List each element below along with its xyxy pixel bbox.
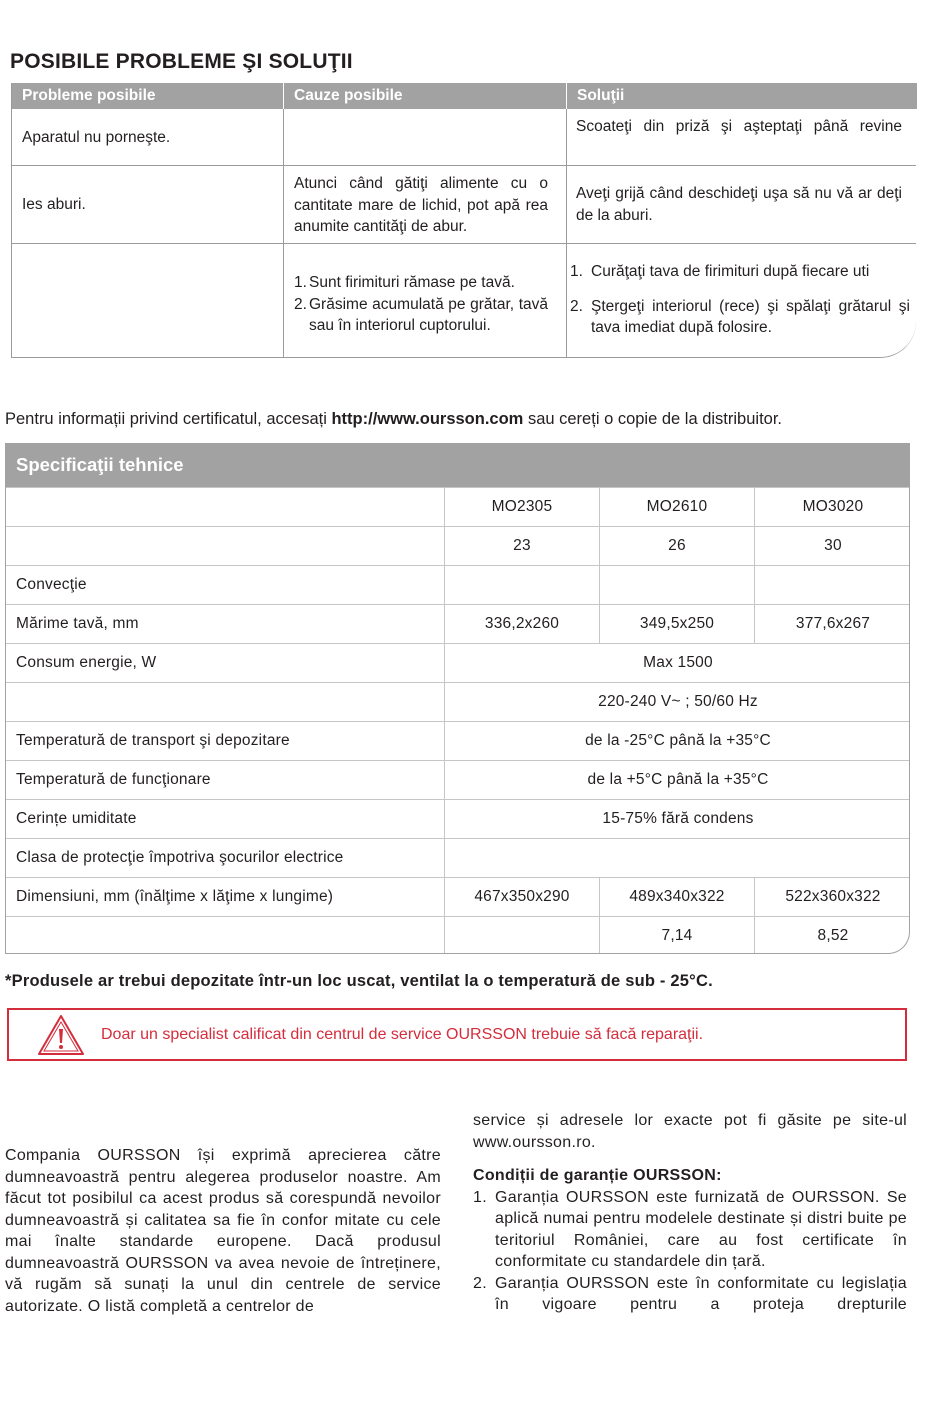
spec-value: 15-75% fără condens — [444, 800, 910, 838]
cause-cell — [294, 272, 548, 337]
spec-value — [444, 839, 910, 877]
cause-cell: Atunci când gătiţi alimente cu o cantitate mare de lichid, pot apă rea anumite cantităţi de abur. — [294, 175, 548, 235]
spec-value: MO2305 — [444, 488, 599, 526]
list-number: 2. — [473, 1274, 487, 1292]
spec-value: 23 — [444, 527, 599, 565]
condition-item — [473, 1187, 907, 1273]
spec-value: 7,14 — [599, 917, 754, 954]
spec-value: MO3020 — [754, 488, 910, 526]
warning-triangle-icon — [37, 1014, 85, 1056]
spec-label: Mărime tavă, mm — [16, 615, 139, 632]
problem-cell: Aparatul nu porneşte. — [22, 129, 171, 146]
spec-value: de la -25°C până la +35°C — [444, 722, 910, 760]
spec-value: 349,5x250 — [599, 605, 754, 643]
warning-text: Doar un specialist calificat din centrul de service OURSSON trebuie să facă reparaţii. — [101, 1026, 704, 1043]
spec-value — [444, 917, 599, 954]
spec-value: 220-240 V~ ; 50/60 Hz — [444, 683, 910, 721]
spec-row — [6, 916, 910, 954]
spec-value: 522x360x322 — [754, 878, 910, 916]
spec-label: Temperatură de funcţionare — [16, 771, 211, 788]
list-number: 2. — [294, 295, 307, 313]
spec-label: Cerințe umiditate — [16, 810, 137, 827]
spec-row — [6, 760, 910, 799]
spec-value: 336,2x260 — [444, 605, 599, 643]
spec-value: 8,52 — [754, 917, 910, 954]
spec-row — [6, 565, 910, 604]
spec-value — [754, 566, 910, 604]
spec-value: MO2610 — [599, 488, 754, 526]
spec-row — [6, 721, 910, 760]
cert-text: sau cereți o copie de la distribuitor. — [523, 410, 783, 428]
list-number: 1. — [570, 263, 583, 280]
specs-table — [5, 443, 910, 954]
specs-title: Specificaţii tehnice — [6, 443, 910, 487]
list-number: 1. — [294, 274, 307, 291]
spec-row — [6, 682, 910, 721]
list-item: Curăţaţi tava de firimituri după fiecare uti — [591, 263, 870, 280]
spec-value: 26 — [599, 527, 754, 565]
spec-row — [6, 487, 910, 526]
spec-row — [6, 643, 910, 682]
solution-cell — [570, 261, 910, 339]
spec-value: Max 1500 — [444, 644, 910, 682]
spec-label — [6, 488, 444, 526]
spec-value: 489x340x322 — [599, 878, 754, 916]
service-info: service și adresele lor exacte pot fi găsite pe site-ul www.oursson.ro. — [473, 1112, 907, 1151]
oursson-link[interactable]: http://www.oursson.com — [331, 410, 524, 428]
warning-box — [7, 1008, 907, 1061]
condition-text: Garanția OURSSON este furnizată de OURSSON. Se aplică numai pentru modelele destinate și distri buite pe teritoriul României, care au fost certificate în conformitate cu standardele din țară. — [495, 1188, 907, 1270]
guarantee-right-column — [473, 1110, 907, 1316]
spec-value: 30 — [754, 527, 910, 565]
problems-table — [11, 83, 916, 358]
certificate-info — [5, 410, 782, 429]
spec-label — [6, 683, 444, 721]
header-causes: Cauze posibile — [284, 83, 566, 109]
problem-cell: Ies aburi. — [22, 196, 86, 213]
spec-value — [444, 566, 599, 604]
list-item: Ştergeţi interiorul (rece) şi spălaţi grătarul şi tava imediat după folosire. — [591, 297, 910, 336]
condition-text: Garanția OURSSON este în conformitate cu legislația în vigoare pentru a proteja drepturile — [495, 1274, 907, 1313]
spec-row — [6, 799, 910, 838]
spec-value: de la +5°C până la +35°C — [444, 761, 910, 799]
problems-title: POSIBILE PROBLEME ŞI SOLUŢII — [10, 50, 353, 73]
spec-label: Temperatură de transport şi depozitare — [16, 732, 290, 749]
conditions-title: Condiții de garanție OURSSON: — [473, 1167, 722, 1184]
spec-value — [599, 566, 754, 604]
spec-label — [6, 527, 444, 565]
spec-label: Consum energie, W — [16, 654, 157, 671]
list-number: 1. — [473, 1188, 487, 1206]
spec-row — [6, 838, 910, 877]
solution-cell: Scoateţi din priză şi aşteptaţi până revine — [576, 118, 902, 135]
spec-value: 467x350x290 — [444, 878, 599, 916]
spec-label: Convecţie — [16, 576, 87, 593]
spec-label: Clasa de protecţie împotriva şocurilor electrice — [16, 849, 344, 866]
list-item: Sunt firimituri rămase pe tavă. — [309, 274, 515, 291]
guarantee-intro: Compania OURSSON își exprimă aprecierea către dumneavoastră pentru alegerea produselor noastre. Am făcut tot posibilul ca acest produs să corespundă nevoilor dumneavoastră și calitatea sa fie în confor mitate cu cele mai înalte standarde europene. Dacă produsul dumneavoastră OURSSON va avea nevoie de întreținere, vă rugăm să sunați la unul din centrele de service autorizate. O listă completă a centrelor de — [5, 1147, 441, 1315]
header-problems: Probleme posibile — [12, 83, 283, 109]
spec-value: 377,6x267 — [754, 605, 910, 643]
condition-item — [473, 1273, 907, 1316]
storage-note: *Produsele ar trebui depozitate într-un loc uscat, ventilat la o temperatură de sub - 25°C. — [5, 972, 713, 990]
list-item: Grăsime acumulată pe grătar, tavă sau în interiorul cuptorului. — [309, 295, 548, 334]
list-number: 2. — [570, 297, 583, 315]
spec-label — [6, 917, 444, 954]
solution-cell: Aveţi grijă când deschideţi uşa să nu vă ar deţi de la aburi. — [576, 185, 902, 224]
header-solutions: Soluţii — [567, 83, 917, 109]
spec-row — [6, 877, 910, 916]
cert-text: Pentru informații privind certificatul, accesați — [5, 410, 332, 428]
spec-label: Dimensiuni, mm (înălţime x lăţime x lungime) — [16, 888, 334, 905]
spec-row — [6, 526, 910, 565]
spec-row — [6, 604, 910, 643]
